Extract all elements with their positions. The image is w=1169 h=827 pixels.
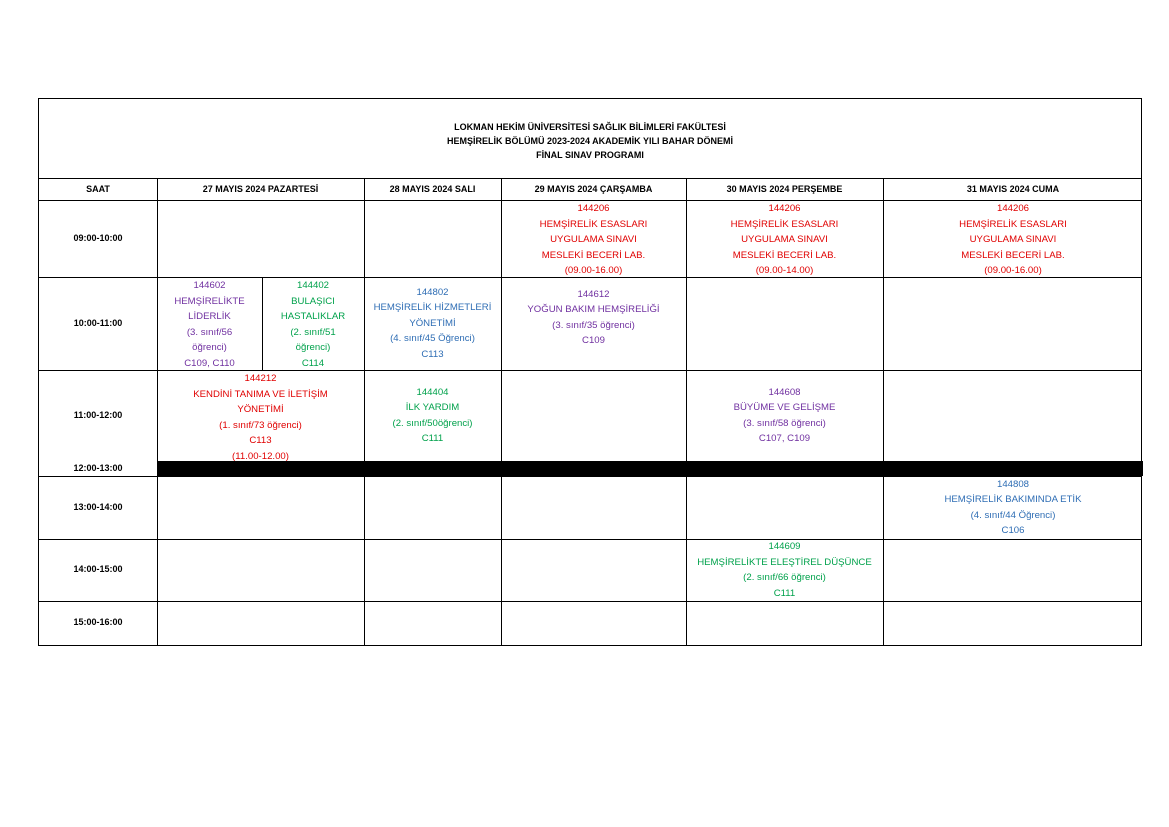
exam-cell: 144609 HEMŞİRELİKTE ELEŞTİREL DÜŞÜNCE (2. sınıf/66 öğrenci) C111 (697, 541, 872, 599)
time-slot: 10:00-11:00 (73, 317, 123, 328)
exam-cell: 144404 İLK YARDIM (2. sınıf/50öğrenci) C111 (392, 386, 473, 444)
time-slot: 11:00-12:00 (73, 409, 123, 420)
exam-cell: 144402 BULAŞICI HASTALIKLAR (2. sınıf/51 öğrenci) C114 (280, 280, 346, 369)
column-header-friday: 31 MAYIS 2024 CUMA (966, 183, 1060, 194)
exam-cell: 144608 BÜYÜME VE GELİŞME (3. sınıf/58 öğrenci) C107, C109 (733, 386, 836, 444)
exam-cell: 144206 HEMŞİRELİK ESASLARI UYGULAMA SINAVI MESLEKİ BECERİ LAB. (09.00-16.00) (539, 203, 648, 276)
column-header-thursday: 30 MAYIS 2024 PERŞEMBE (726, 183, 843, 194)
lunch-break-bar (157, 461, 1143, 476)
exam-schedule-table (38, 98, 1142, 646)
exam-cell: 144612 YOĞUN BAKIM HEMŞİRELİĞİ (3. sınıf/35 öğrenci) C109 (527, 288, 660, 346)
time-slot: 09:00-10:00 (73, 232, 123, 243)
time-slot: 13:00-14:00 (73, 501, 123, 512)
department-title: HEMŞİRELİK BÖLÜMÜ 2023-2024 AKADEMİK YILI BAHAR DÖNEMİ (446, 135, 734, 146)
time-slot: 14:00-15:00 (73, 564, 123, 575)
exam-cell: 144808 HEMŞİRELİK BAKIMINDA ETİK (4. sınıf/44 Öğrenci) C106 (944, 478, 1082, 536)
time-slot: 15:00-16:00 (73, 617, 123, 628)
university-title: LOKMAN HEKİM ÜNİVERSİTESİ SAĞLIK BİLİMLERİ FAKÜLTESİ (454, 121, 726, 132)
schedule-title: FİNAL SINAV PROGRAMI (536, 149, 644, 160)
column-header-monday: 27 MAYIS 2024 PAZARTESİ (202, 183, 319, 194)
exam-cell: 144206 HEMŞİRELİK ESASLARI UYGULAMA SINAVI MESLEKİ BECERİ LAB. (09.00-14.00) (730, 203, 839, 276)
exam-cell: 144206 HEMŞİRELİK ESASLARI UYGULAMA SINAVI MESLEKİ BECERİ LAB. (09.00-16.00) (959, 203, 1067, 276)
schedule-header (39, 99, 1141, 179)
exam-cell: 144602 HEMŞİRELİKTE LİDERLİK (3. sınıf/56 öğrenci) C109, C110 (174, 280, 245, 369)
exam-cell: 144212 KENDİNİ TANIMA VE İLETİŞİM YÖNETİMİ (1. sınıf/73 öğrenci) C113 (11.00-12.00) (193, 373, 328, 461)
column-header-time: SAAT (86, 183, 110, 194)
exam-cell: 144802 HEMŞİRELİK HİZMETLERİ YÖNETİMİ (4. sınıf/45 Öğrenci) C113 (373, 286, 492, 360)
column-header-wednesday: 29 MAYIS 2024 ÇARŞAMBA (534, 183, 653, 194)
column-header-tuesday: 28 MAYIS 2024 SALI (389, 183, 476, 194)
time-slot: 12:00-13:00 (73, 462, 123, 473)
